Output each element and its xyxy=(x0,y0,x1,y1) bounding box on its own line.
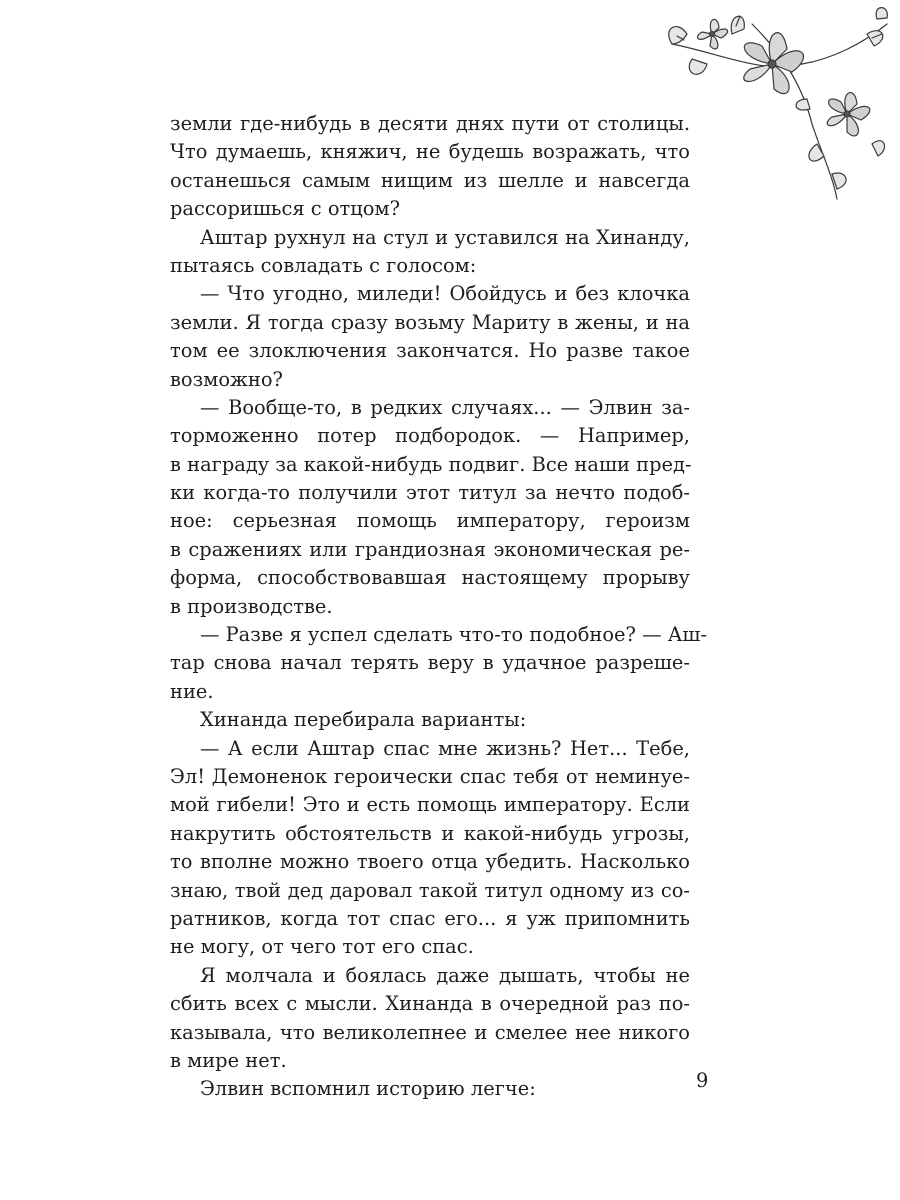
text-line: — Что угодно, миледи! Обойдусь и без клочка xyxy=(200,282,690,306)
text-line: пытаясь совладать с голосом: xyxy=(170,253,477,277)
text-line: в награду за какой-нибудь подвиг. Все наши пред- xyxy=(170,452,692,476)
text-line: ки когда-то получили этот титул за нечто подоб- xyxy=(170,481,690,505)
text-line: — Разве я успел сделать что-то подобное? — Аш- xyxy=(200,623,708,647)
text-line: Хинанда перебирала варианты: xyxy=(200,708,527,732)
text-line: казывала, что великолепнее и смелее нее никого xyxy=(170,1020,690,1044)
text-line: том ее злоключения закончатся. Но разве такое xyxy=(170,339,690,363)
text-line: рассоришься с отцом? xyxy=(170,197,400,221)
text-line: Я молчала и боялась даже дышать, чтобы не xyxy=(200,963,690,987)
text-line: Эл! Демоненок героически спас тебя от неминуе- xyxy=(170,764,690,788)
text-line: возможно? xyxy=(170,367,283,391)
text-line: Аштар рухнул на стул и уставился на Хинанду, xyxy=(200,225,690,249)
text-line: накрутить обстоятельств и какой-нибудь угрозы, xyxy=(170,821,690,845)
text-line: знаю, твой дед даровал такой титул одному из со- xyxy=(170,878,690,902)
text-line: останешься самым нищим из шелле и навсегда xyxy=(170,168,690,192)
text-line: торможенно потер подбородок. — Например, xyxy=(170,424,690,448)
text-line: не могу, от чего тот его спас. xyxy=(170,935,474,959)
text-line: сбить всех с мысли. Хинанда в очередной раз по- xyxy=(170,992,690,1016)
text-line: в сражениях или грандиозная экономическая ре- xyxy=(170,537,690,561)
text-line: в мире нет. xyxy=(170,1048,287,1072)
page-number: 9 xyxy=(696,1069,709,1092)
text-line: — А если Аштар спас мне жизнь? Нет... Тебе, xyxy=(200,736,690,760)
text-line: то вполне можно твоего отца убедить. Насколько xyxy=(170,850,690,874)
text-line: Элвин вспомнил историю легче: xyxy=(200,1077,536,1101)
text-body xyxy=(170,110,708,1104)
text-line: земли. Я тогда сразу возьму Мариту в жены, и на xyxy=(170,310,690,334)
text-line: ние. xyxy=(170,679,214,703)
text-line: тар снова начал терять веру в удачное разреше- xyxy=(170,651,690,675)
text-line: мой гибели! Это и есть помощь императору. Если xyxy=(170,793,690,817)
text-line: ратников, когда тот спас его... я уж припомнить xyxy=(170,906,690,930)
text-line: земли где-нибудь в десяти днях пути от столицы. xyxy=(170,112,690,135)
text-line: — Вообще-то, в редких случаях... — Элвин за- xyxy=(200,395,690,419)
text-line: в производстве. xyxy=(170,594,333,618)
text-line: форма, способствовавшая настоящему прорыву xyxy=(170,566,690,590)
text-line: Что думаешь, княжич, не будешь возражать, что xyxy=(170,140,690,164)
text-line: ное: серьезная помощь императору, героизм xyxy=(170,509,690,533)
